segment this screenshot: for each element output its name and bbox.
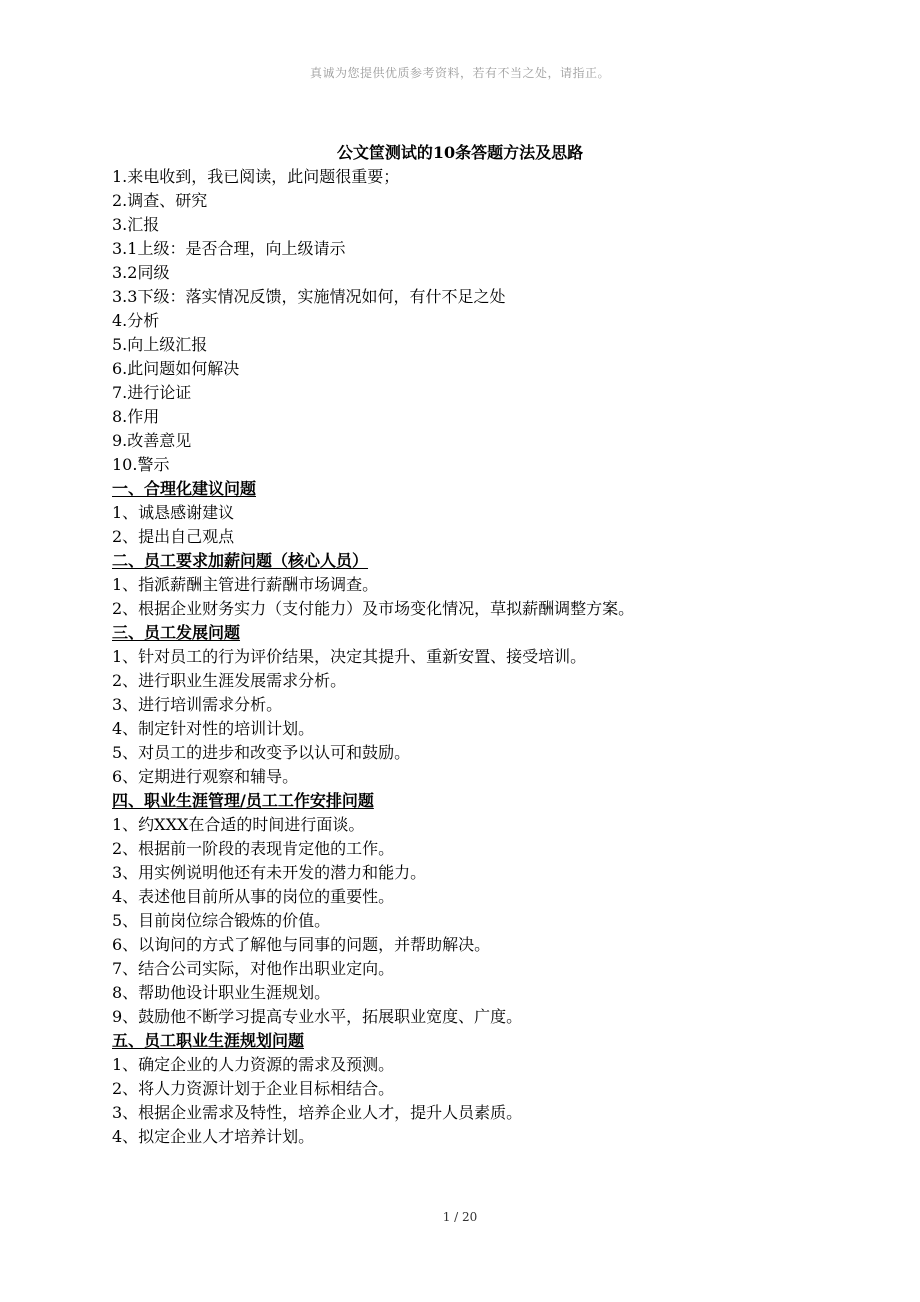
list-item: 6.此问题如何解决	[112, 359, 240, 378]
list-item: 2、根据前一阶段的表现肯定他的工作。	[112, 839, 395, 858]
list-item: 2、进行职业生涯发展需求分析。	[112, 671, 347, 690]
list-item: 1、针对员工的行为评价结果，决定其提升、重新安置、接受培训。	[112, 647, 587, 666]
list-item: 1、约XXX在合适的时间进行面谈。	[112, 815, 365, 834]
list-item: 3、进行培训需求分析。	[112, 695, 283, 714]
list-item: 3.1上级：是否合理，向上级请示	[112, 239, 346, 258]
list-item: 4、制定针对性的培训计划。	[112, 719, 315, 738]
list-item: 8、帮助他设计职业生涯规划。	[112, 983, 331, 1002]
list-item: 2、根据企业财务实力（支付能力）及市场变化情况，草拟薪酬调整方案。	[112, 599, 635, 618]
list-item: 1、指派薪酬主管进行薪酬市场调查。	[112, 575, 379, 594]
header-watermark: 真诚为您提供优质参考资料，若有不当之处，请指正。	[309, 66, 610, 80]
list-item: 3.2同级	[112, 263, 170, 282]
list-item: 3、用实例说明他还有未开发的潜力和能力。	[112, 863, 427, 882]
list-item: 1.来电收到，我已阅读，此问题很重要；	[112, 167, 400, 186]
list-item: 5、目前岗位综合锻炼的价值。	[112, 911, 331, 930]
list-item: 7.进行论证	[112, 383, 192, 402]
list-item: 2、将人力资源计划于企业目标相结合。	[112, 1079, 395, 1098]
list-item: 3.汇报	[112, 215, 160, 234]
list-item: 3、根据企业需求及特性，培养企业人才，提升人员素质。	[112, 1103, 523, 1122]
list-item: 9.改善意见	[112, 431, 192, 450]
list-item: 4、拟定企业人才培养计划。	[112, 1127, 315, 1146]
section-heading: 一、合理化建议问题	[112, 479, 257, 498]
list-item: 10.警示	[112, 455, 170, 474]
document-title: 公文筐测试的10条答题方法及思路	[336, 143, 584, 162]
list-item: 2.调查、研究	[112, 191, 208, 210]
list-item: 7、结合公司实际，对他作出职业定向。	[112, 959, 395, 978]
list-item: 8.作用	[112, 407, 160, 426]
section-heading: 四、职业生涯管理/员工工作安排问题	[112, 791, 374, 810]
list-item: 4、表述他目前所从事的岗位的重要性。	[112, 887, 395, 906]
list-item: 3.3下级：落实情况反馈，实施情况如何，有什不足之处	[112, 287, 506, 306]
section-heading: 三、员工发展问题	[112, 623, 241, 642]
list-item: 9、鼓励他不断学习提高专业水平，拓展职业宽度、广度。	[112, 1007, 523, 1026]
document-body	[112, 165, 832, 1149]
section-heading: 二、员工要求加薪问题（核心人员）	[112, 551, 369, 570]
list-item: 6、定期进行观察和辅导。	[112, 767, 299, 786]
list-item: 5、对员工的进步和改变予以认可和鼓励。	[112, 743, 411, 762]
list-item: 1、确定企业的人力资源的需求及预测。	[112, 1055, 395, 1074]
page-number: 1 / 20	[442, 1210, 478, 1224]
list-item: 6、以询问的方式了解他与同事的问题，并帮助解决。	[112, 935, 491, 954]
list-item: 1、诚恳感谢建议	[112, 503, 235, 522]
section-heading: 五、员工职业生涯规划问题	[112, 1031, 305, 1050]
list-item: 5.向上级汇报	[112, 335, 208, 354]
list-item: 2、提出自己观点	[112, 527, 235, 546]
list-item: 4.分析	[112, 311, 160, 330]
